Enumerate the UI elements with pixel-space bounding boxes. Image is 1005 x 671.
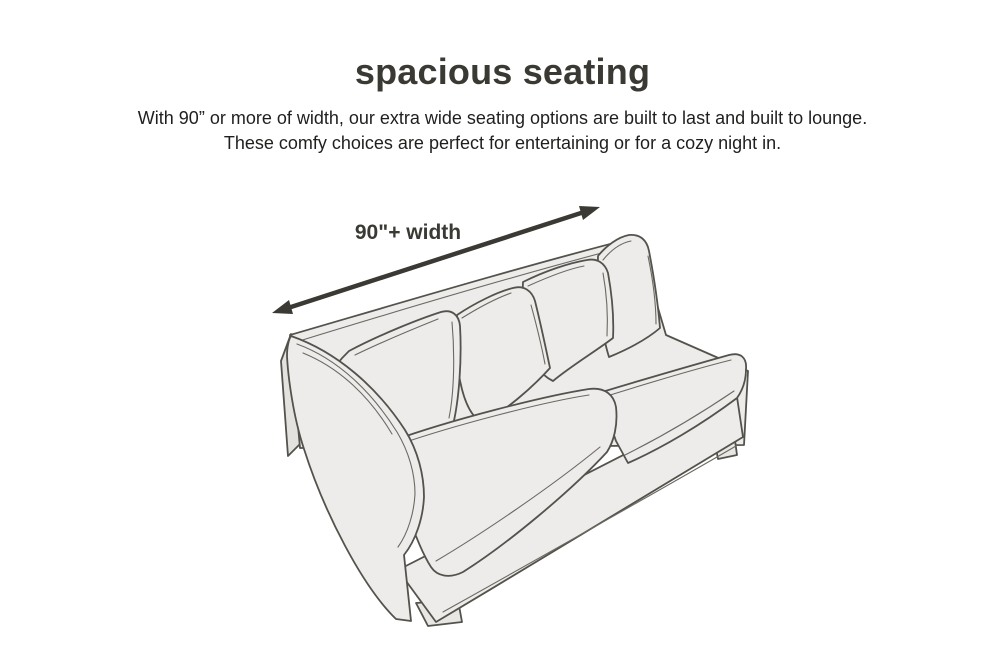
width-arrow-label: 90"+ width — [354, 221, 462, 244]
sofa-illustration — [281, 235, 748, 626]
width-arrow-head-left — [272, 300, 293, 314]
width-arrow-head-right — [579, 206, 600, 220]
description-line-2: These comfy choices are perfect for entertaining or for a cozy night in. — [223, 133, 782, 153]
description-line-1: With 90” or more of width, our extra wide seating options are built to last and built to lounge. — [137, 108, 868, 128]
page-title: spacious seating — [354, 51, 651, 92]
